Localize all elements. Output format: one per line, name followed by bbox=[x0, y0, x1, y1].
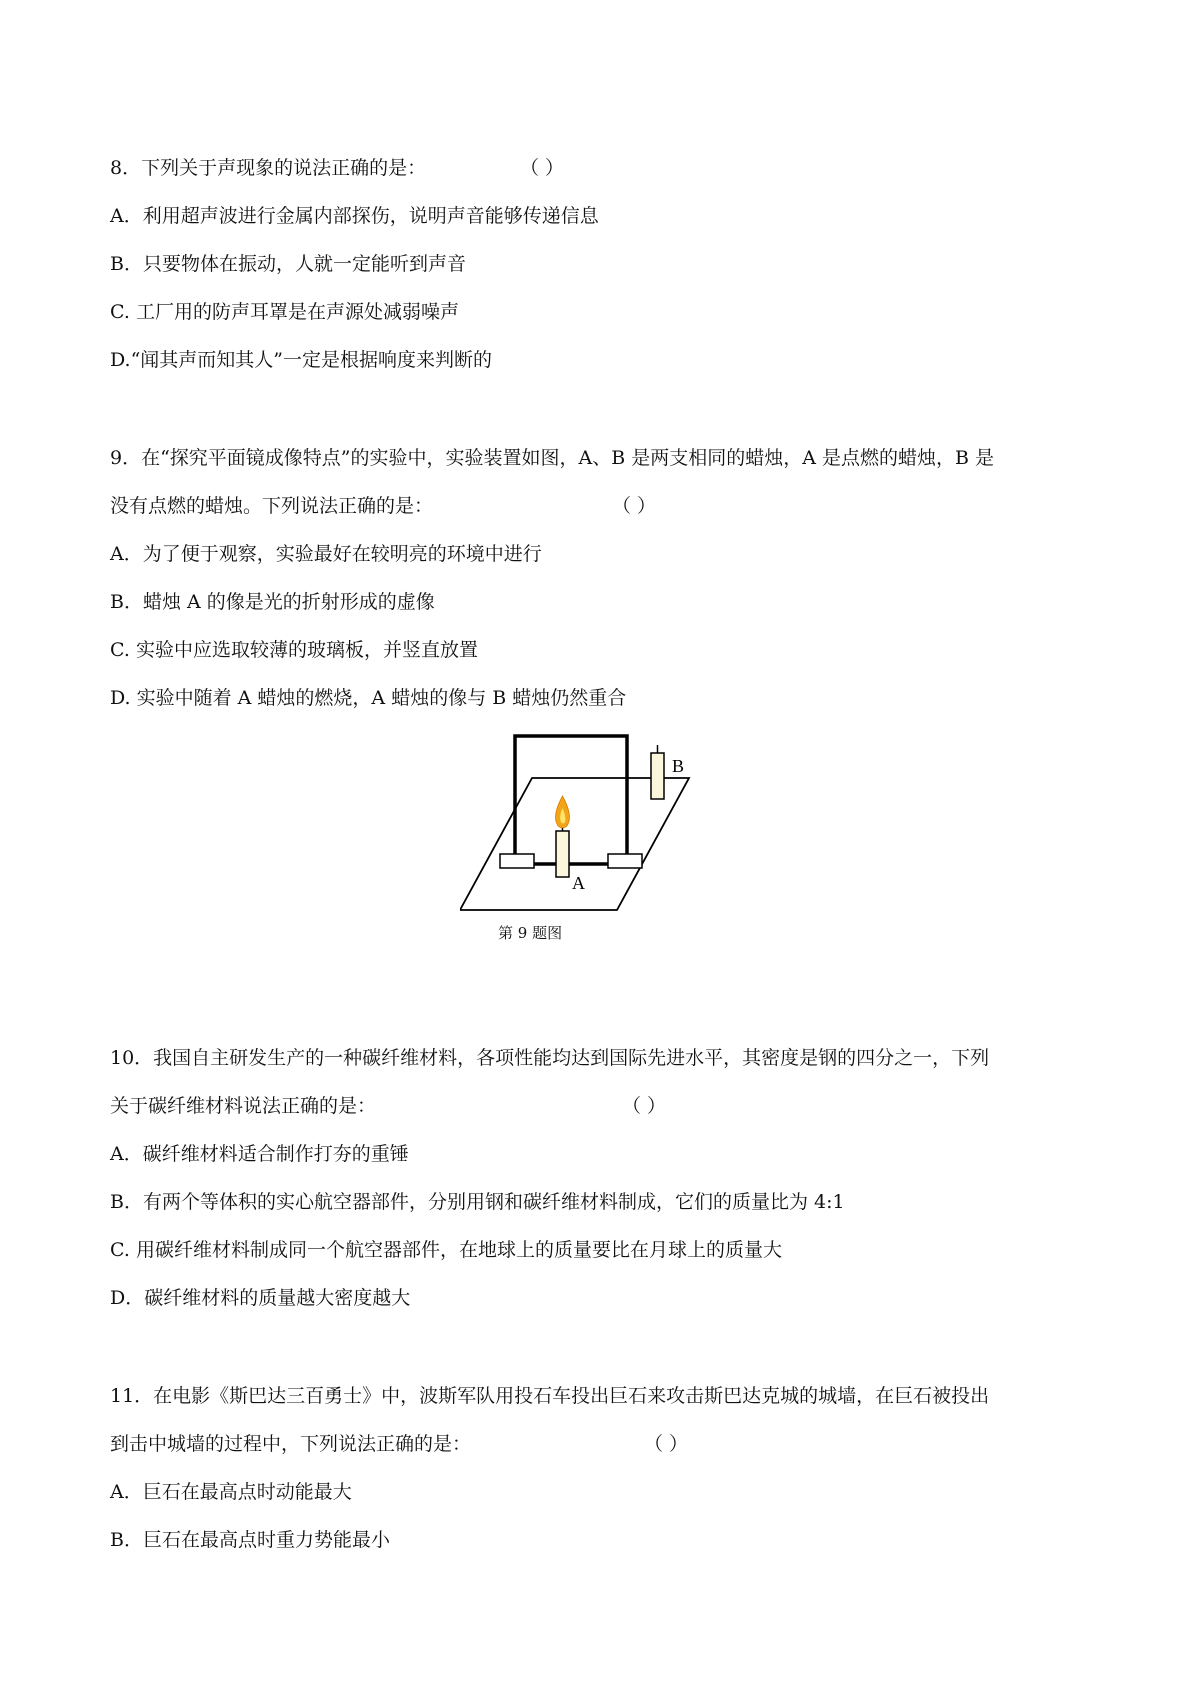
q10-option-c: C. 用碳纤维材料制成同一个航空器部件，在地球上的质量要比在月球上的质量大 bbox=[110, 1239, 782, 1261]
q8-stem: 8．下列关于声现象的说法正确的是： bbox=[110, 157, 427, 179]
label-a: A bbox=[572, 873, 585, 893]
q9-answer-paren: （ ） bbox=[612, 495, 657, 517]
candle-b bbox=[651, 753, 664, 799]
q11-answer-paren: （ ） bbox=[644, 1433, 689, 1455]
mirror-experiment-figure bbox=[460, 726, 710, 926]
candle-a bbox=[556, 831, 569, 877]
q8-option-b: B．只要物体在振动，人就一定能听到声音 bbox=[110, 253, 466, 275]
q9-stem-line1: 9．在“探究平面镜成像特点”的实验中，实验装置如图，A、B 是两支相同的蜡烛，A 是点燃的蜡烛，B 是 bbox=[110, 447, 995, 469]
plate-support-right bbox=[608, 854, 642, 868]
q11-stem-line1: 11．在电影《斯巴达三百勇士》中，波斯军队用投石车投出巨石来攻击斯巴达克城的城墙，在巨石被投出 bbox=[110, 1385, 990, 1407]
glass-plate bbox=[515, 736, 627, 864]
q8-option-a: A．利用超声波进行金属内部探伤，说明声音能够传递信息 bbox=[110, 205, 599, 227]
q9-option-a: A．为了便于观察，实验最好在较明亮的环境中进行 bbox=[110, 543, 542, 565]
q9-option-c: C. 实验中应选取较薄的玻璃板，并竖直放置 bbox=[110, 639, 478, 661]
q9-stem-line2: 没有点燃的蜡烛。下列说法正确的是： bbox=[110, 495, 434, 517]
plate-support-left bbox=[500, 854, 534, 868]
q9-option-b: B．蜡烛 A 的像是光的折射形成的虚像 bbox=[110, 591, 435, 613]
label-b: B bbox=[672, 756, 685, 776]
q10-option-a: A．碳纤维材料适合制作打夯的重锤 bbox=[110, 1143, 409, 1165]
q10-stem-line2: 关于碳纤维材料说法正确的是： bbox=[110, 1095, 377, 1117]
figure-caption: 第 9 题图 bbox=[498, 924, 563, 942]
q11-option-b: B．巨石在最高点时重力势能最小 bbox=[110, 1529, 390, 1551]
q11-option-a: A．巨石在最高点时动能最大 bbox=[110, 1481, 352, 1503]
q10-option-b: B．有两个等体积的实心航空器部件，分别用钢和碳纤维材料制成，它们的质量比为 4:1 bbox=[110, 1191, 845, 1213]
q9-option-d: D. 实验中随着 A 蜡烛的燃烧，A 蜡烛的像与 B 蜡烛仍然重合 bbox=[110, 687, 627, 709]
q8-option-d: D.“闻其声而知其人”一定是根据响度来判断的 bbox=[110, 349, 493, 371]
q11-stem-line2: 到击中城墙的过程中，下列说法正确的是： bbox=[110, 1433, 472, 1455]
q8-option-c: C. 工厂用的防声耳罩是在声源处减弱噪声 bbox=[110, 301, 459, 323]
q8-answer-paren: （ ） bbox=[520, 157, 565, 179]
q10-stem-line1: 10．我国自主研发生产的一种碳纤维材料，各项性能均达到国际先进水平，其密度是钢的四分之一，下列 bbox=[110, 1047, 990, 1069]
q10-answer-paren: （ ） bbox=[622, 1095, 667, 1117]
q10-option-d: D．碳纤维材料的质量越大密度越大 bbox=[110, 1287, 411, 1309]
